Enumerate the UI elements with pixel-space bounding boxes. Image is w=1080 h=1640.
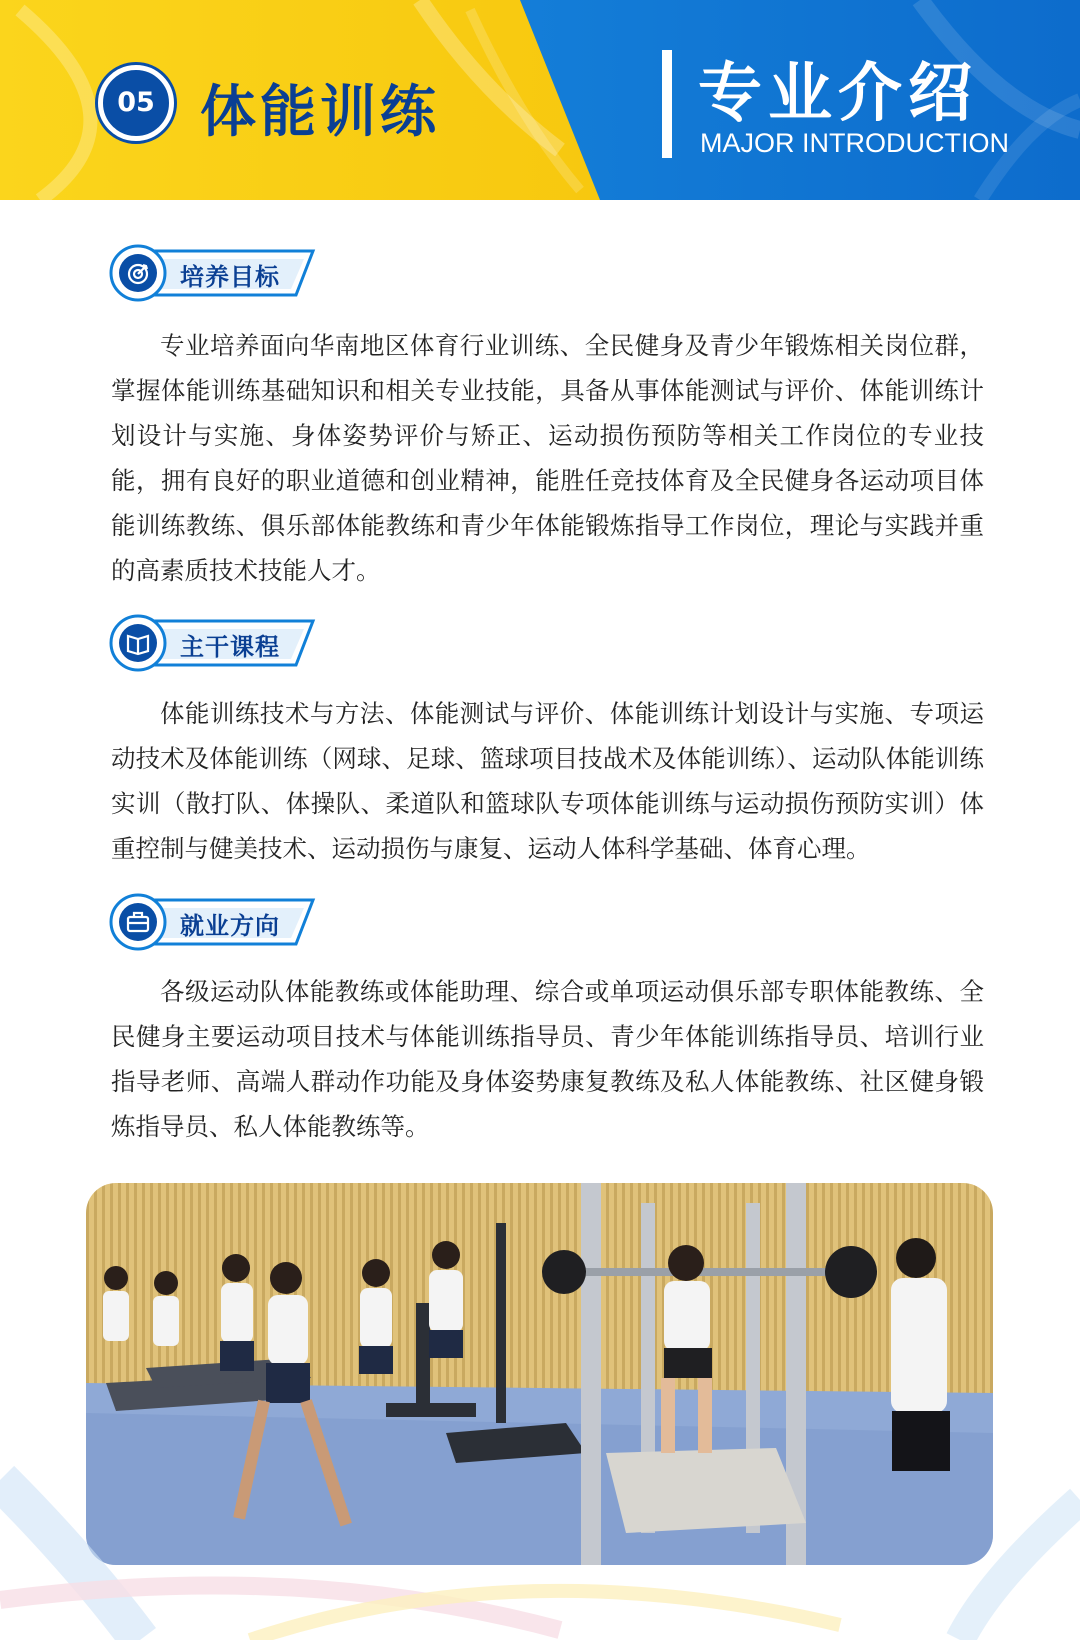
- header-banner: [0, 0, 1080, 200]
- section-tag-courses: [108, 613, 318, 675]
- section-label: 培养目标: [180, 263, 280, 291]
- footer-wave-decoration: [0, 1440, 1080, 1640]
- section-number-badge: 05: [98, 65, 174, 141]
- section-title-cn: 专业介绍: [698, 57, 978, 131]
- section-text-courses: 体能训练技术与方法、体能测试与评价、体能训练计划设计与实施、专项运动技术及体能训练（网球、足球、篮球项目技战术及体能训练）、运动队体能训练实训（散打队、体操队、柔道队和篮球队专项体能训练与运动损伤预防实训）体重控制与健美技术、运动损伤与康复、运动人体科学基础、体育心理。: [111, 699, 984, 863]
- section-label: 主干课程: [180, 633, 280, 661]
- section-title-en: MAJOR INTRODUCTION: [700, 128, 1009, 158]
- section-text-careers: 各级运动队体能教练或体能助理、综合或单项运动俱乐部专职体能教练、全民健身主要运动项目技术与体能训练指导员、青少年体能训练指导员、培训行业指导老师、高端人群动作功能及身体姿势康复教练及私人体能教练、社区健身锻炼指导员、私人体能教练等。: [111, 977, 984, 1141]
- section-label: 就业方向: [180, 912, 280, 940]
- section-text-goals: 专业培养面向华南地区体育行业训练、全民健身及青少年锻炼相关岗位群，掌握体能训练基础知识和相关专业技能，具备从事体能测试与评价、体能训练计划设计与实施、身体姿势评价与矫正、运动损伤预防等相关工作岗位的专业技能，拥有良好的职业道德和创业精神，能胜任竞技体育及全民健身各运动项目体能训练教练、俱乐部体能教练和青少年体能锻炼指导工作岗位，理论与实践并重的高素质技术技能人才。: [111, 331, 984, 585]
- section-tag-careers: [108, 892, 318, 954]
- section-tag-goals: [108, 243, 318, 305]
- title-divider: [662, 50, 672, 158]
- major-title: 体能训练: [200, 80, 440, 145]
